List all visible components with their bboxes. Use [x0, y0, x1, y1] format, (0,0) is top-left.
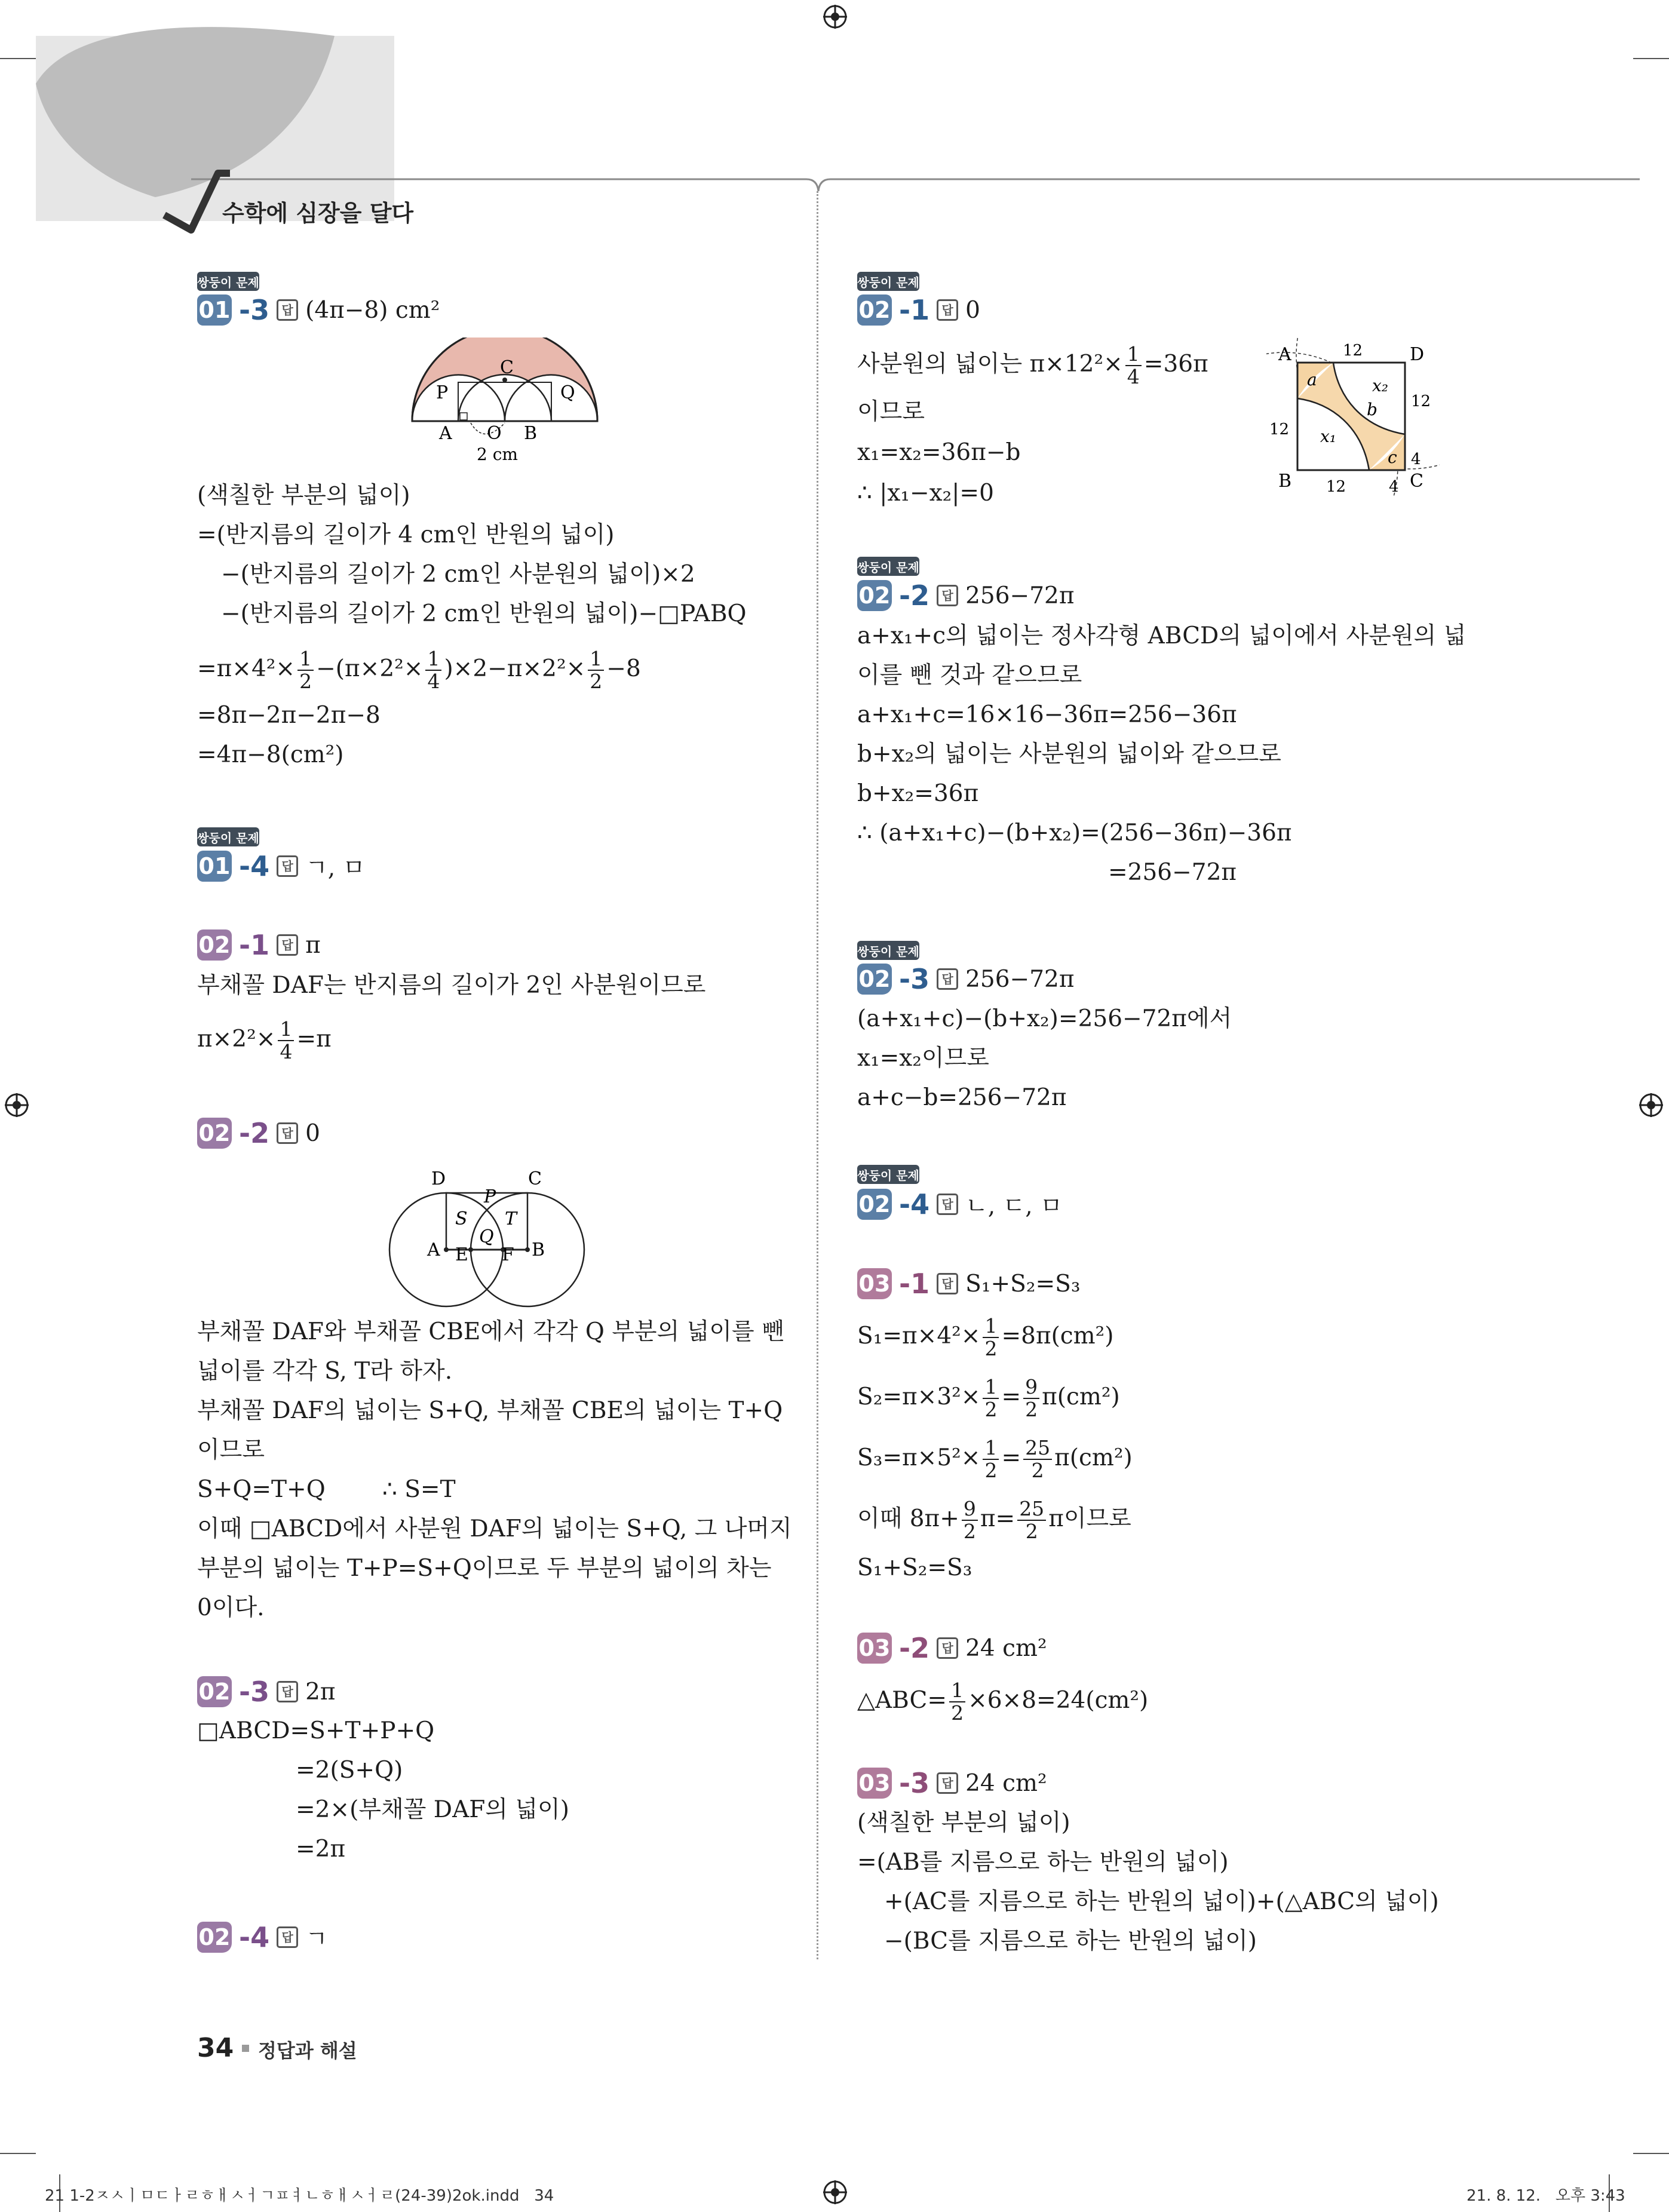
answer-value: S₁+S₂=S₃: [965, 1270, 1081, 1297]
text-line: a+c−b=256−72π: [857, 1084, 1067, 1111]
section-02-1-header: [197, 929, 321, 961]
problem-badge: 02: [857, 1189, 892, 1220]
text-line: 이므로: [857, 398, 925, 425]
fraction: $\frac{9}{2}$: [1023, 1376, 1039, 1421]
twin-problem-tag: 쌍둥이 문제: [197, 272, 259, 291]
fraction: $\frac{1}{2}$: [949, 1680, 965, 1724]
fraction: $\frac{25}{2}$: [1017, 1498, 1046, 1542]
section-03-2-header: [857, 1632, 1047, 1664]
problem-badge: 01: [197, 851, 232, 882]
fraction: $\frac{9}{2}$: [962, 1498, 978, 1542]
problem-number: -3: [899, 1767, 930, 1799]
problem-number: -1: [239, 929, 270, 961]
problem-badge: 02: [857, 964, 892, 995]
formula-line: 이때 8π+ $\frac{9}{2}$ π= $\frac{25}{2}$ π이므로: [857, 1497, 1131, 1543]
formula-line: 사분원의 넓이는 π×12²× $\frac{1}{4}$ =36π: [857, 342, 1208, 388]
fig-right-length: 12: [1411, 392, 1431, 410]
text-line: =256−72π: [1108, 859, 1237, 886]
section-r02-2-header: [857, 579, 1074, 612]
answer-value: 24 cm²: [965, 1634, 1047, 1662]
twin-problem-tag: 쌍둥이 문제: [857, 272, 919, 291]
fraction: $\frac{1}{4}$: [1125, 343, 1142, 388]
answer-value: 2π: [305, 1678, 336, 1705]
square-quarter-circles-figure: [1266, 338, 1440, 496]
fig-label-A: A: [427, 1240, 440, 1260]
fig-label-C: C: [1410, 471, 1423, 492]
fig-label-C: C: [500, 357, 514, 378]
text-line: =2(S+Q): [296, 1757, 403, 1784]
text-line: (색칠한 부분의 넓이): [857, 1809, 1070, 1836]
section-r02-4-header: [857, 1188, 1063, 1221]
problem-badge: 01: [197, 294, 232, 326]
problem-number: -2: [899, 579, 930, 612]
fig-label-D: D: [1410, 344, 1425, 365]
text-line: =(AB를 지름으로 하는 반원의 넓이): [857, 1849, 1229, 1876]
answer-mark: 답: [277, 1926, 298, 1948]
problem-badge: 02: [197, 1676, 232, 1707]
section-r02-3-header: [857, 963, 1074, 995]
file-info: 21 1-2ㅈㅅㅣㅁㄷㅏㄹㅎㅐㅅㅓㄱㅍㅕㄴㅎㅐㅅㅓㄹ(24-39)2ok.indd 34: [45, 2187, 554, 2205]
fig-bottom-length: 12: [1326, 478, 1346, 496]
answer-value: ㄴ, ㄷ, ㅁ: [965, 1193, 1063, 1220]
answer-mark: 답: [937, 1637, 958, 1659]
two-circles-figure: [382, 1162, 591, 1308]
answer-value: 24 cm²: [965, 1769, 1047, 1797]
problem-number: -3: [239, 1676, 270, 1708]
fig-label-Q: Q: [479, 1226, 494, 1247]
answer-mark: 답: [937, 299, 958, 321]
answer-value: ㄱ, ㅁ: [305, 855, 366, 882]
fig-label-x2: x₂: [1372, 376, 1389, 395]
fig-label-B: B: [1278, 471, 1292, 492]
fraction: $\frac{1}{4}$: [278, 1018, 294, 1063]
text-line: b+x₂의 넓이는 사분원의 넓이와 같으므로: [857, 741, 1281, 768]
problem-number: -2: [239, 1117, 270, 1149]
text-line: =(반지름의 길이가 4 cm인 반원의 넓이): [197, 521, 615, 548]
fig-label-O: O: [487, 423, 502, 444]
answer-mark: 답: [937, 1273, 958, 1294]
problem-number: -4: [239, 1921, 270, 1953]
problem-number: -4: [899, 1188, 930, 1220]
text-line: 이므로: [197, 1437, 265, 1464]
print-timestamp: 21. 8. 12. 오후 3:43: [1466, 2187, 1625, 2205]
fig-label-P: P: [436, 382, 449, 403]
fig-label-length: 2 cm: [477, 444, 518, 464]
brand-title: 수학에 심장을 달다: [222, 200, 414, 226]
text-line: 부분의 넓이는 T+P=S+Q이므로 두 부분의 넓이의 차는: [197, 1555, 772, 1582]
fig-label-B: B: [532, 1240, 545, 1260]
problem-badge: 03: [857, 1633, 892, 1664]
formula-line: S₃=π×5²× $\frac{1}{2}$ = $\frac{25}{2}$ π(cm²): [857, 1436, 1133, 1482]
text-line: ∴ (a+x₁+c)−(b+x₂)=(256−36π)−36π: [857, 820, 1292, 846]
fig-label-E: E: [455, 1244, 468, 1265]
section-03-1-header: [857, 1268, 1081, 1300]
formula-line: =π×4²× $\frac{1}{2}$ −(π×2²× $\frac{1}{4}$ )×2−π×2²× $\frac{1}{2}$ −8: [197, 647, 641, 693]
section-02-3-header: [197, 1676, 336, 1708]
formula-line: S₂=π×3²× $\frac{1}{2}$ = $\frac{9}{2}$ π(cm²): [857, 1375, 1120, 1421]
text-line: S₁+S₂=S₃: [857, 1554, 972, 1581]
section-02-2-header: [197, 1117, 320, 1149]
problem-number: -1: [899, 1268, 930, 1300]
formula-line: π×2²× $\frac{1}{4}$ =π: [197, 1017, 332, 1063]
footer-section-title: 정답과 해설: [258, 2039, 357, 2062]
semicircle-figure: [406, 338, 603, 466]
answer-value: (4π−8) cm²: [305, 296, 440, 324]
text-line: ∴ S=T: [382, 1476, 456, 1503]
text-line: a+x₁+c의 넓이는 정사각형 ABCD의 넓이에서 사분원의 넓: [857, 622, 1466, 649]
fraction: $\frac{1}{2}$: [983, 1376, 999, 1421]
twin-problem-tag: 쌍둥이 문제: [857, 941, 919, 960]
fraction: $\frac{25}{2}$: [1023, 1437, 1052, 1481]
text-line: (색칠한 부분의 넓이): [197, 482, 410, 509]
text-line: −(반지름의 길이가 2 cm인 사분원의 넓이)×2: [221, 561, 695, 588]
answer-value: 256−72π: [965, 582, 1075, 609]
section-r02-1-header: [857, 294, 980, 326]
formula-line: △ABC= $\frac{1}{2}$ ×6×8=24(cm²): [857, 1679, 1149, 1725]
fig-right-4: 4: [1411, 450, 1421, 468]
fig-top-length: 12: [1343, 342, 1363, 360]
text-line: ∴ |x₁−x₂|=0: [857, 480, 994, 507]
text-line: −(BC를 지름으로 하는 반원의 넓이): [884, 1928, 1257, 1955]
text-line: 이때 □ABCD에서 사분원 DAF의 넓이는 S+Q, 그 나머지: [197, 1515, 792, 1542]
answer-mark: 답: [277, 1681, 298, 1702]
text-line: b+x₂=36π: [857, 780, 979, 807]
problem-badge: 02: [197, 1922, 232, 1953]
problem-badge: 02: [857, 580, 892, 611]
problem-badge: 03: [857, 1768, 892, 1799]
answer-value: 0: [305, 1119, 320, 1147]
fig-bottom-4: 4: [1389, 478, 1399, 496]
answer-value: 0: [965, 296, 980, 324]
formula-line: S₁=π×4²× $\frac{1}{2}$ =8π(cm²): [857, 1314, 1114, 1360]
fig-label-Q: Q: [560, 382, 575, 403]
page-number: 34: [197, 2033, 234, 2063]
text-line: (a+x₁+c)−(b+x₂)=256−72π에서: [857, 1005, 1232, 1032]
twin-problem-tag: 쌍둥이 문제: [197, 827, 259, 846]
answer-mark: 답: [937, 1194, 958, 1215]
problem-badge: 02: [197, 929, 232, 961]
footer-bullet: [242, 2045, 249, 2052]
text-line: 부채꼴 DAF의 넓이는 S+Q, 부채꼴 CBE의 넓이는 T+Q: [197, 1397, 783, 1424]
answer-mark: 답: [277, 855, 298, 877]
twin-problem-tag: 쌍둥이 문제: [857, 557, 919, 576]
problem-badge: 02: [197, 1118, 232, 1149]
text-line: 부채꼴 DAF는 반지름의 길이가 2인 사분원이므로: [197, 972, 706, 999]
text-line: □ABCD=S+T+P+Q: [197, 1717, 435, 1744]
fig-label-B: B: [524, 423, 538, 444]
problem-badge: 02: [857, 294, 892, 326]
text-line: x₁=x₂=36π−b: [857, 439, 1021, 466]
fig-label-A: A: [1278, 344, 1291, 365]
fraction: $\frac{1}{2}$: [983, 1315, 999, 1360]
text-line: +(AC를 지름으로 하는 반원의 넓이)+(△ABC의 넓이): [884, 1888, 1439, 1915]
fraction: $\frac{1}{2}$: [588, 648, 604, 692]
answer-value: 256−72π: [965, 965, 1075, 993]
fig-label-S: S: [455, 1208, 468, 1229]
text-line: −(반지름의 길이가 2 cm인 반원의 넓이)−□PABQ: [221, 600, 747, 627]
problem-number: -2: [899, 1632, 930, 1664]
answer-mark: 답: [937, 1772, 958, 1794]
fig-label-b: b: [1367, 400, 1377, 419]
answer-mark: 답: [277, 1122, 298, 1144]
section-02-4-header: [197, 1920, 328, 1954]
formula-part: =π×4²×: [197, 655, 296, 682]
text-line: =2π: [296, 1836, 346, 1863]
fig-label-T: T: [505, 1208, 517, 1229]
answer-mark: 답: [277, 934, 298, 956]
fig-label-c: c: [1388, 447, 1397, 467]
fig-left-length: 12: [1269, 421, 1290, 438]
answer-mark: 답: [937, 585, 958, 606]
fraction: $\frac{1}{2}$: [297, 648, 314, 692]
answer-mark: 답: [277, 299, 298, 321]
text-line: 이를 뺀 것과 같으므로: [857, 662, 1082, 689]
section-01-4-header: [197, 849, 365, 883]
fig-label-D: D: [431, 1168, 446, 1189]
section-03-3-header: [857, 1767, 1047, 1799]
problem-number: -4: [239, 850, 270, 882]
twin-problem-tag: 쌍둥이 문제: [857, 1165, 919, 1184]
fig-label-A: A: [439, 423, 452, 444]
text-line: a+x₁+c=16×16−36π=256−36π: [857, 701, 1237, 728]
text-line: x₁=x₂이므로: [857, 1045, 989, 1072]
fig-label-x1: x₁: [1320, 427, 1337, 446]
answer-value: ㄱ: [305, 1926, 328, 1953]
problem-number: -3: [899, 963, 930, 995]
fig-label-a: a: [1307, 370, 1317, 389]
problem-badge: 03: [857, 1268, 892, 1299]
fraction: $\frac{1}{2}$: [983, 1437, 999, 1481]
answer-mark: 답: [937, 968, 958, 990]
fraction: $\frac{1}{4}$: [425, 648, 441, 692]
text-line: =8π−2π−2π−8: [197, 702, 381, 729]
fig-label-P: P: [484, 1186, 496, 1207]
text-line: 0이다.: [197, 1594, 265, 1621]
text-line: S+Q=T+Q: [197, 1476, 326, 1503]
text-line: =2×(부채꼴 DAF의 넓이): [296, 1796, 569, 1823]
problem-number: -1: [899, 294, 930, 326]
fig-label-F: F: [502, 1244, 514, 1265]
text-line: 부채꼴 DAF와 부채꼴 CBE에서 각각 Q 부분의 넓이를 뺀: [197, 1318, 784, 1345]
problem-number: -3: [239, 294, 270, 326]
text-line: 넓이를 각각 S, T라 하자.: [197, 1358, 453, 1385]
section-01-3-header: [197, 294, 440, 326]
fig-label-C: C: [528, 1168, 542, 1189]
text-line: =4π−8(cm²): [197, 741, 344, 768]
answer-value: π: [305, 931, 321, 959]
